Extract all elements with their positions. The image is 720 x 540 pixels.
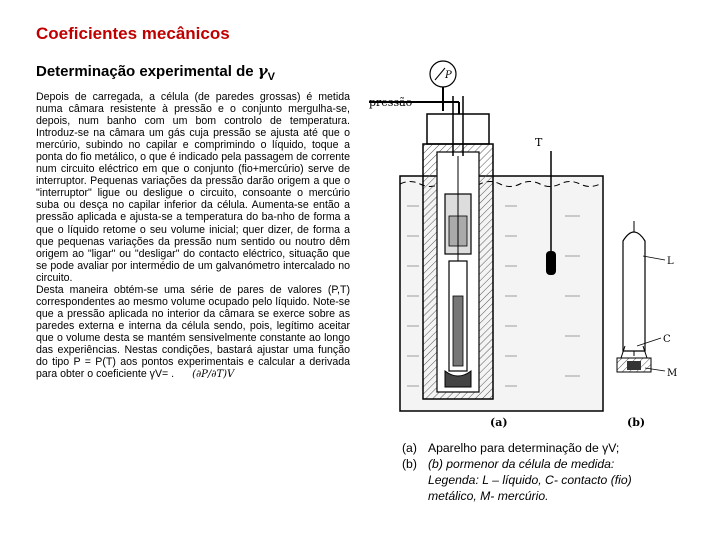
gauge-label: P	[445, 70, 452, 81]
caption-legend-2: metálico, M- mercúrio.	[428, 489, 549, 503]
subtitle-text: Determinação experimental de	[36, 63, 258, 80]
gamma-symbol: γ	[257, 62, 268, 80]
gamma-subscript: V	[267, 71, 276, 83]
paragraph-1: Depois de carregada, a célula (de paredes grossas) é metida numa câmara resistente à pressão e o conjunto mergulha-se, depois, num banho com um bom controlo de temperatura. Introduz-se na câmara um gás cuja pressão se ajusta até que o mercúrio, subindo no capilar e comprimindo o líquido, toque a ponta do fio metálico, o que é indicado pela passagem de corrente num circuito eléctrico em que o conjunto (fio+mercúrio) serve de interruptor. Pequenas variações da pressão darão origem a que o "interruptor" ligue ou desligue o circuito, consoante o mercúrio suba ou desça no capilar inferior da célula. Aumenta-se então a pressão aplicada e ajusta-se a temperatura do ba-nho de forma a que o líquido retome o seu volume inicial; quer dizer, de forma a que pequenas variações da pressão num sentido ou noutro dêm origem ao "ligar" ou "desligar" do contacto eléctrico, situação que se pode avaliar por intermédio de um galvanómetro intercalado no circuito.	[36, 91, 350, 284]
derivative-formula: (∂P/∂T)V	[192, 369, 235, 381]
paragraph-2	[36, 284, 350, 381]
contact-label: C	[663, 334, 671, 345]
figure-caption	[402, 440, 702, 504]
paragraph-2-text: Desta maneira obtém-se uma série de pares de valores (P,T) correspondentes ao mesmo volume ocupado pelo líquido. Note-se que a pressão aplicada no interior da câmara se exerce sobre as paredes externa e interna da célula sendo, pois, legítimo aceitar que o volume desta se mantém sensivelmente constante ao longo das experiências. Nestas condições, bastará ajustar uma função do tipo P = P(T) aos pontos experimentais e calcular a derivada para obter o coeficiente γV= .	[36, 283, 350, 381]
pressure-inlet	[369, 96, 459, 116]
cell-detail	[617, 221, 677, 379]
caption-b-label: (b)	[402, 457, 417, 471]
liquid-label: L	[667, 256, 674, 267]
caption-a-text: Aparelho para determinação de γV;	[428, 441, 620, 455]
caption-legend-1: Legenda: L – líquido, C- contacto (fio)	[428, 473, 632, 487]
mercury-label: M	[667, 368, 678, 379]
panel-a-label: (a)	[490, 416, 508, 429]
pressure-gauge	[430, 61, 456, 102]
body-text	[36, 91, 350, 381]
panel-b-label: (b)	[627, 416, 646, 429]
thermometer-label: T	[535, 136, 543, 149]
caption-b-text: (b) pormenor da célula de medida:	[428, 457, 615, 471]
pressure-label: pressão	[369, 96, 413, 109]
page-title: Coeficientes mecânicos	[36, 24, 230, 43]
apparatus-figure	[365, 56, 695, 431]
caption-a-label: (a)	[402, 441, 417, 455]
section-subtitle	[36, 62, 275, 83]
